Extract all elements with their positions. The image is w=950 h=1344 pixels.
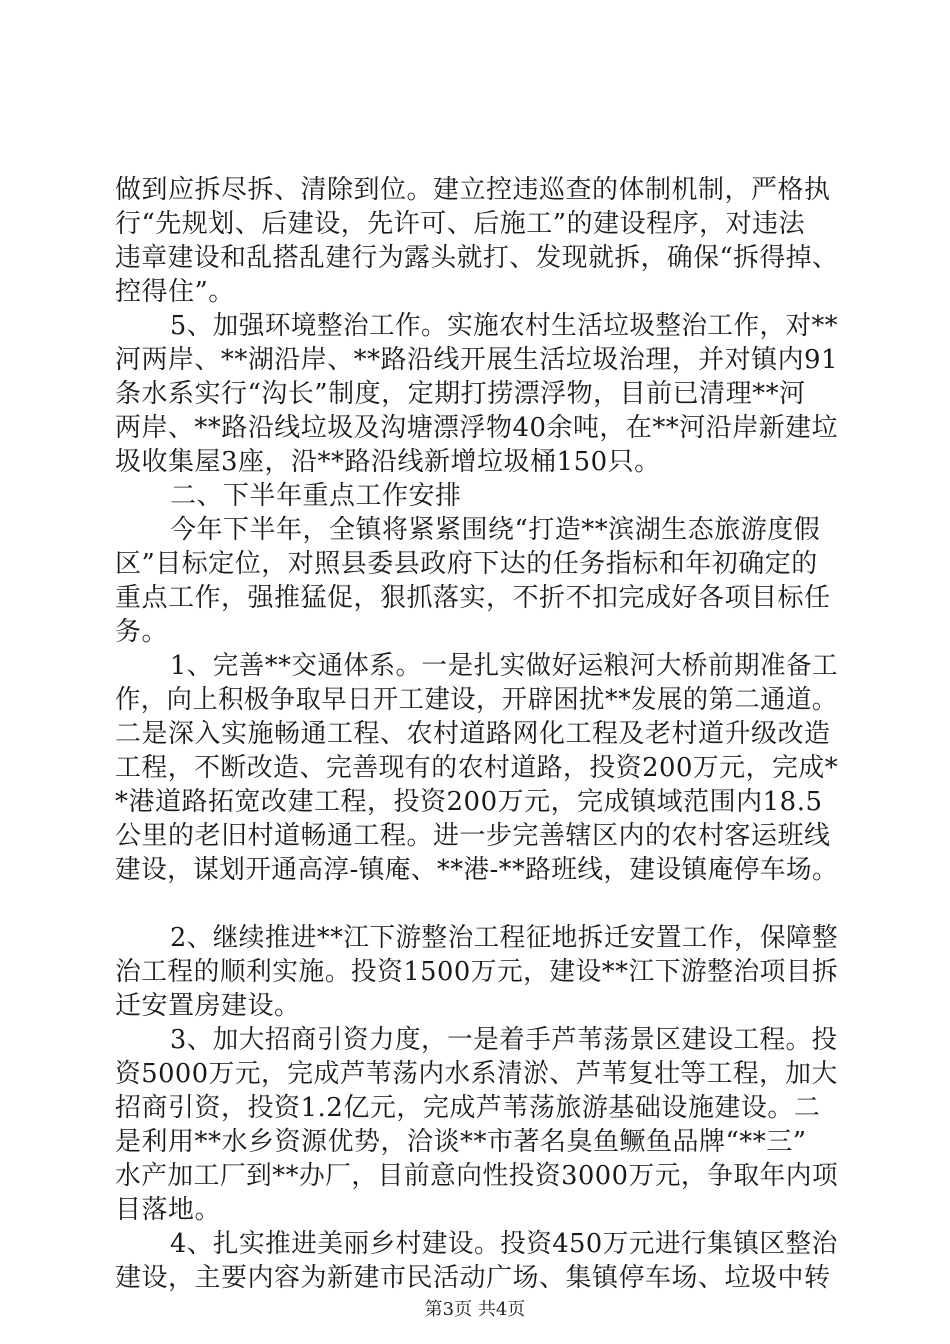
body-text-line: 作，向上积极争取早日开工建设，开辟困扰**发展的第二通道。 [115, 685, 838, 715]
body-text-line: 目落地。 [115, 1195, 222, 1225]
paragraph-heading-line: 3、加大招商引资力度，一是着手芦苇荡景区建设工程。投 [170, 1025, 838, 1055]
paragraph-heading-line: 4、扎实推进美丽乡村建设。投资450万元进行集镇区整治 [170, 1229, 838, 1259]
body-text-line: 圾收集屋3座，沿**路沿线新增垃圾桶150只。 [115, 447, 661, 477]
body-text-line: 二是深入实施畅通工程、农村道路网化工程及老村道升级改造 [115, 719, 831, 749]
body-text-line: 行“先规划、后建设，先许可、后施工”的建设程序，对违法 [115, 209, 806, 239]
body-text-line: 资5000万元，完成芦苇荡内水系清淤、芦苇复壮等工程，加大 [115, 1059, 838, 1089]
body-text-line: 治工程的顺利实施。投资1500万元，建设**江下游整治项目拆 [115, 957, 839, 987]
body-text-line: *港道路拓宽改建工程，投资200万元，完成镇域范围内18.5 [115, 787, 823, 817]
body-text-line: 重点工作，强推猛促，狠抓落实，不折不扣完成好各项目标任 [115, 583, 831, 613]
body-text-line: 公里的老旧村道畅通工程。进一步完善辖区内的农村客运班线 [115, 821, 831, 851]
body-text-line: 河两岸、**湖沿岸、**路沿线开展生活垃圾治理，并对镇内91 [115, 345, 839, 375]
body-text-line: 水产加工厂到**办厂，目前意向性投资3000万元，争取年内项 [115, 1161, 839, 1191]
body-text-line: 迁安置房建设。 [115, 991, 301, 1021]
body-text-line: 条水系实行“沟长”制度，定期打捞漂浮物，目前已清理**河 [115, 379, 806, 409]
section-heading: 二、下半年重点工作安排 [170, 481, 462, 511]
body-text-line: 是利用**水乡资源优势，洽谈**市著名臭鱼鳜鱼品牌“**三” [115, 1127, 807, 1157]
body-text-line: 违章建设和乱搭乱建行为露头就打、发现就拆，确保“拆得掉、 [115, 243, 839, 273]
body-text-line: 两岸、**路沿线垃圾及沟塘漂浮物40余吨，在**河沿岸新建垃 [115, 413, 839, 443]
body-text-line: 建设，谋划开通高淳-镇庵、**港-**路班线，建设镇庵停车场。 [115, 855, 839, 885]
body-text-line: 务。 [115, 617, 169, 647]
paragraph-start-line: 今年下半年，全镇将紧紧围绕“打造**滨湖生态旅游度假 [170, 515, 821, 545]
page-footer: 第3页 共4页 [424, 1299, 526, 1320]
paragraph-heading-line: 1、完善**交通体系。一是扎实做好运粮河大桥前期准备工 [170, 651, 839, 681]
body-text-line: 控得住”。 [115, 277, 235, 307]
paragraph-heading-line: 2、继续推进**江下游整治工程征地拆迁安置工作，保障整 [170, 923, 839, 953]
body-text-line: 区”目标定位，对照县委县政府下达的任务指标和年初确定的 [115, 549, 818, 579]
body-text-line: 做到应拆尽拆、清除到位。建立控违巡查的体制机制，严格执 [115, 175, 831, 205]
body-text-line: 建设，主要内容为新建市民活动广场、集镇停车场、垃圾中转 [115, 1263, 831, 1293]
paragraph-heading-line: 5、加强环境整治工作。实施农村生活垃圾整治工作，对** [170, 311, 839, 341]
body-text-line: 招商引资，投资1.2亿元，完成芦苇荡旅游基础设施建设。二 [115, 1093, 821, 1123]
body-text-line: 工程，不断改造、完善现有的农村道路，投资200万元，完成* [115, 753, 839, 783]
